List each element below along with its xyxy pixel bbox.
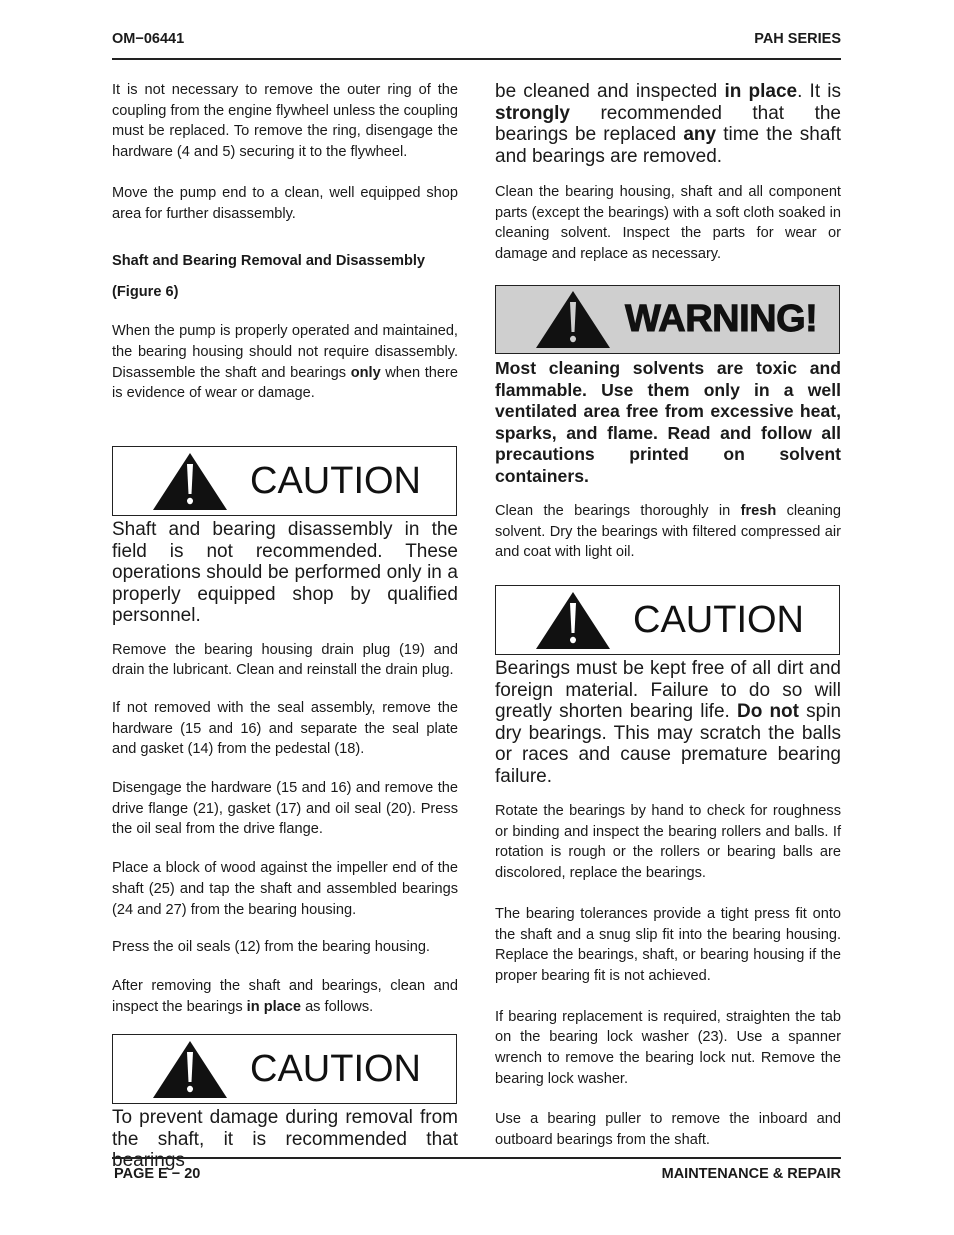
paragraph-lock-washer: If bearing replacement is required, straighten the tab on the bearing lock washer (23). Use a spanner wrench to remove the bearing lock nut. Remove the bearing lock washer. [495, 1008, 841, 1087]
paragraph-coupling-ring: It is not necessary to remove the outer ring of the coupling from the engine flywheel unless the coupling must be replaced. To remove the ring, disengage the hardware (4 and 5) securing it to the flywheel. [112, 82, 458, 161]
caution-text-2-continued: be cleaned and inspected in place. It is strongly recommended that the bearings be replaced any time the shaft and bearings are removed. [495, 81, 842, 167]
paragraph-clean-housing: Clean the bearing housing, shaft and all component parts (except the bearings) with a soft cloth soaked in cleaning solvent. Inspect the parts for wear or damage and replace as necessary. [495, 184, 841, 263]
exclamation-triangle-icon [153, 1041, 227, 1098]
warning-box [495, 285, 840, 354]
caution-box-1 [112, 446, 457, 516]
left-column-lower [112, 519, 458, 1017]
document-id: OM−06441 [112, 31, 185, 47]
paragraph-clean-bearings: Clean the bearings thoroughly in fresh cleaning solvent. Dry the bearings with filtered compressed air and coat with light oil. [495, 503, 841, 561]
caution-label: CAUTION [633, 599, 804, 641]
warning-label: WARNING! [625, 298, 818, 340]
right-column-middle [495, 358, 841, 563]
paragraph-oil-seals: Press the oil seals (12) from the bearing housing. [112, 939, 430, 956]
paragraph-seal-plate: If not removed with the seal assembly, remove the hardware (15 and 16) and separate the seal plate and gasket (14) from the pedestal (18). [112, 699, 458, 758]
right-column-lower [495, 658, 841, 1151]
series-title: PAH SERIES [754, 31, 841, 47]
paragraph-drain-plug: Remove the bearing housing drain plug (19) and drain the lubricant. Clean and reinstall the drain plug. [112, 641, 458, 679]
section-heading: Shaft and Bearing Removal and Disassembly [112, 253, 426, 270]
figure-reference: (Figure 6) [112, 284, 179, 301]
exclamation-triangle-icon [153, 453, 227, 510]
paragraph-inspect-in-place: After removing the shaft and bearings, clean and inspect the bearings in place as follows. [112, 977, 458, 1015]
caution-label: CAUTION [250, 1048, 421, 1090]
section-title: MAINTENANCE & REPAIR [661, 1166, 841, 1182]
caution-text-2: To prevent damage during removal from the shaft, it is recommended that bearings [112, 1107, 458, 1171]
paragraph-rotate-bearings: Rotate the bearings by hand to check for roughness or binding and inspect the bearing rollers and balls. If rotation is rough or the rollers or bearing balls are discolored, replace the bearings. [495, 803, 841, 882]
warning-text: Most cleaning solvents are toxic and flammable. Use them only in a well ventilated area free from excessive heat, sparks, and flame. Read and follow all precautions printed on solvent containers. [495, 358, 841, 486]
paragraph-move-pump: Move the pump end to a clean, well equipped shop area for further disassembly. [112, 184, 458, 222]
caution-label: CAUTION [250, 460, 421, 502]
caution-box-2 [112, 1034, 457, 1104]
right-column [495, 81, 841, 265]
paragraph-bearing-tolerances: The bearing tolerances provide a tight press fit onto the shaft and a snug slip fit into the bearing housing. Replace the bearings, shaft, or bearing housing if the proper bearing fit is not achieved. [495, 905, 841, 984]
paragraph-disassembly-note: When the pump is properly operated and maintained, the bearing housing should not require disassembly. Disassemble the shaft and bearings only when there is evidence of wear or damage. [112, 323, 458, 402]
page-number: PAGE E − 20 [114, 1166, 201, 1182]
header-rule [112, 58, 841, 60]
paragraph-bearing-puller: Use a bearing puller to remove the inboard and outboard bearings from the shaft. [495, 1111, 841, 1149]
left-column [112, 80, 458, 404]
exclamation-triangle-icon [536, 291, 610, 348]
paragraph-wood-block: Place a block of wood against the impeller end of the shaft (25) and tap the shaft and assembled bearings (24 and 27) from the bearing housing. [112, 860, 458, 918]
exclamation-triangle-icon [536, 592, 610, 649]
paragraph-drive-flange: Disengage the hardware (15 and 16) and remove the drive flange (21), gasket (17) and oil seal (20). Press the oil seal from the drive flange. [112, 780, 458, 838]
caution-box-3 [495, 585, 840, 655]
caution-text-3: Bearings must be kept free of all dirt and foreign material. Failure to do so will greatly shorten bearing life. Do not spin dry bearings. This may scratch the balls or races and cause premature bearing failure. [495, 658, 842, 787]
caution-text-1: Shaft and bearing disassembly in the field is not recommended. These operations should be performed only in a properly equipped shop by qualified personnel. [112, 519, 458, 626]
left-column-bottom [112, 1107, 458, 1172]
footer-rule [112, 1157, 841, 1159]
